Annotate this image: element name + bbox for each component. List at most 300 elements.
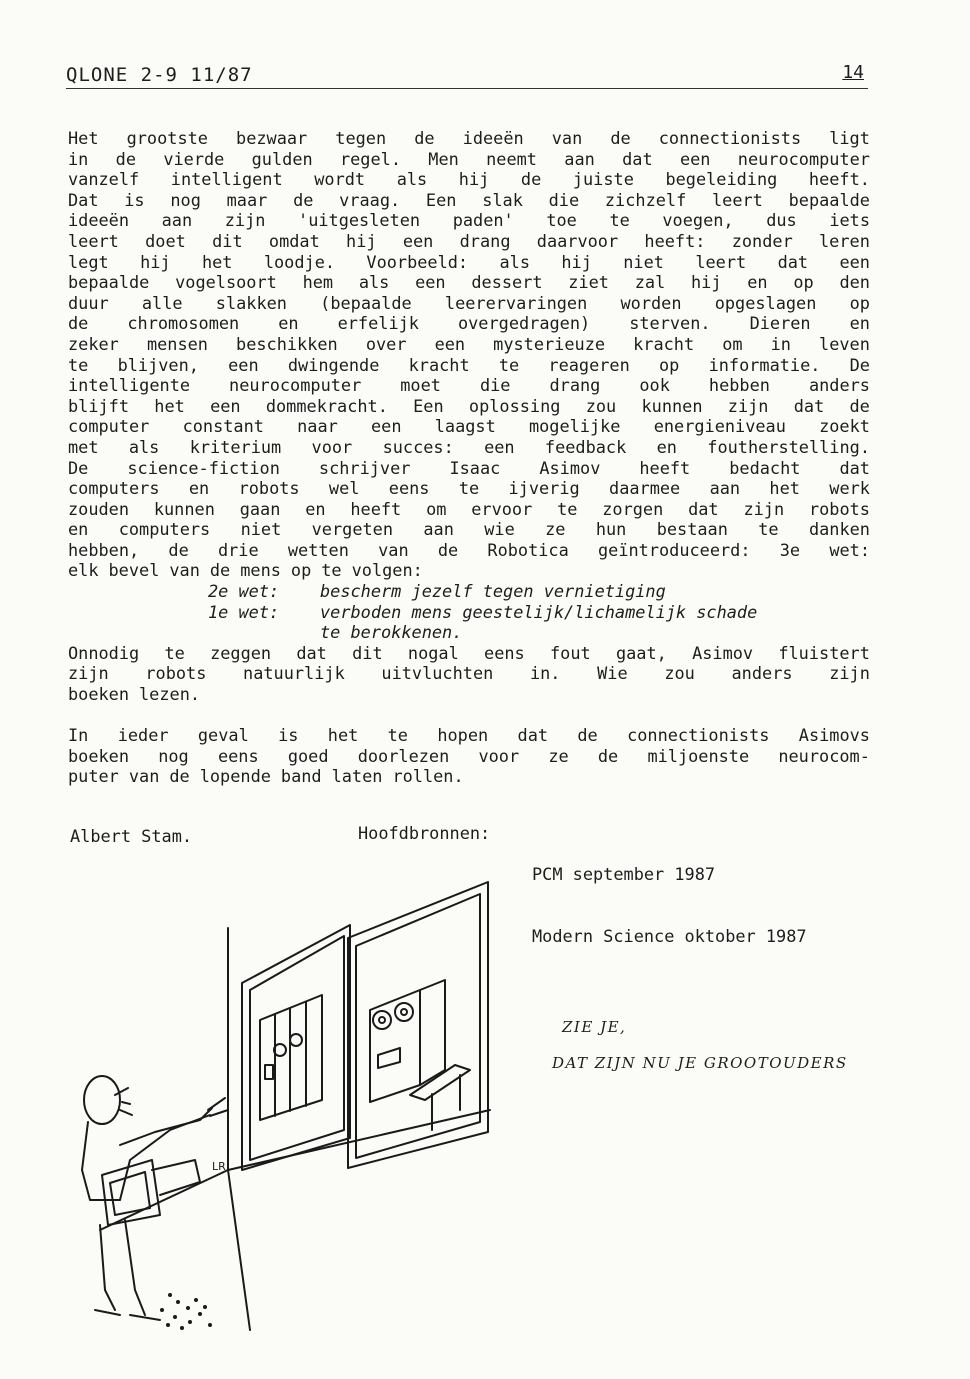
word: Voorbeeld:	[366, 251, 469, 272]
text-line	[68, 252, 870, 273]
cartoon-illustration	[60, 870, 500, 1340]
word: hij	[691, 272, 722, 293]
word: bepaalde	[68, 272, 150, 293]
word: dat	[839, 457, 870, 478]
word: zou	[585, 395, 617, 416]
law-label: 2e wet:	[208, 581, 280, 602]
word: het	[154, 395, 185, 416]
word: nog	[170, 189, 201, 210]
word: heeft	[639, 457, 691, 478]
word: zal	[634, 272, 666, 293]
word: eens	[388, 478, 430, 499]
text-line	[68, 355, 870, 376]
word: paden'	[452, 210, 514, 231]
word: den	[839, 272, 870, 293]
word: hun	[595, 519, 627, 540]
source-item: PCM september 1987	[532, 864, 716, 885]
text-line	[68, 478, 870, 499]
word: dat	[517, 725, 549, 746]
word: dat	[688, 498, 719, 519]
word: dommekracht.	[265, 395, 388, 416]
word: toe	[546, 210, 577, 231]
word: hopen	[437, 725, 489, 746]
word: regel.	[339, 148, 401, 169]
text-line	[68, 190, 870, 211]
text-line	[68, 499, 870, 520]
word: drang	[459, 230, 511, 251]
word: op	[290, 560, 312, 581]
word: over	[365, 333, 407, 354]
word: drie	[217, 539, 259, 560]
word: duur	[68, 292, 109, 313]
word: bestaan	[656, 519, 728, 540]
word: In	[68, 725, 89, 746]
word: te	[609, 210, 630, 231]
word: chromosomen	[127, 313, 240, 334]
word: robots	[238, 478, 300, 499]
word: vanzelf	[68, 169, 140, 190]
word: boeken	[68, 745, 130, 766]
word: te	[498, 354, 520, 375]
word: zichzelf	[604, 189, 687, 210]
word: blijft	[68, 395, 130, 416]
word: te	[321, 560, 342, 581]
word: robots	[145, 663, 207, 684]
word: blijven,	[117, 354, 199, 375]
word: kunnen	[153, 498, 215, 519]
word: Men	[428, 148, 459, 169]
text-line	[68, 169, 870, 190]
word: legt	[68, 251, 109, 272]
text-line	[68, 375, 870, 396]
word: anders	[808, 375, 870, 396]
word: Dat	[68, 189, 99, 210]
word: van	[378, 539, 409, 560]
word: en	[747, 272, 768, 293]
word: de	[437, 539, 459, 560]
word: iets	[829, 210, 870, 231]
word: te	[68, 354, 89, 375]
word: ziet	[568, 272, 609, 293]
word: bedacht	[729, 457, 801, 478]
word: Een	[425, 189, 457, 210]
word: zouden	[68, 498, 130, 519]
word: ze	[545, 519, 566, 540]
word: van	[169, 560, 200, 581]
word: als	[396, 169, 428, 190]
word: als	[128, 436, 160, 457]
word: oplossing	[468, 395, 561, 416]
article-body	[68, 128, 870, 787]
word: en	[849, 313, 870, 334]
word: vierde	[163, 148, 225, 169]
word: slak	[482, 189, 523, 210]
word: goed	[287, 745, 329, 766]
word: elk	[68, 560, 99, 581]
word: wet:	[829, 539, 870, 560]
word: lezen.	[139, 684, 201, 705]
word: neemt	[486, 148, 537, 169]
word: schrijver	[318, 457, 411, 478]
word: connectionists	[627, 725, 770, 746]
word: science-fiction	[127, 457, 280, 478]
word: om	[722, 333, 743, 354]
word: natuurlijk	[243, 663, 345, 684]
word: Onnodig	[68, 642, 140, 663]
sources-list	[532, 823, 807, 988]
word: ligt	[829, 128, 870, 148]
text-line	[68, 149, 870, 170]
word: daarmee	[609, 478, 681, 499]
word: wie	[484, 519, 515, 540]
word: gaat,	[615, 642, 667, 663]
word: een	[679, 148, 711, 169]
word: anders	[731, 663, 793, 684]
word: beschikken	[236, 333, 338, 354]
word: die	[479, 375, 511, 396]
text-line	[68, 663, 870, 684]
word: een	[484, 436, 515, 457]
word: computer	[68, 416, 150, 437]
word: bevel	[108, 560, 160, 581]
word: een	[434, 333, 466, 354]
word: slakken	[215, 292, 287, 313]
law-line	[68, 581, 870, 602]
text-line	[68, 416, 870, 437]
word: geval	[197, 725, 249, 746]
source-item: Modern Science oktober 1987	[532, 925, 807, 946]
word: miljoenste	[647, 745, 750, 766]
word: boeken	[68, 684, 130, 705]
word: robots	[808, 498, 870, 519]
word: Wie	[597, 663, 628, 684]
word: en	[188, 478, 210, 499]
word: als	[358, 272, 390, 293]
word: zijn	[224, 210, 266, 231]
word: de	[597, 745, 619, 766]
word: computers	[68, 478, 160, 499]
author-signature: Albert Stam.	[70, 826, 193, 846]
word: neurocom-	[778, 745, 870, 766]
word: een	[210, 395, 241, 416]
word: leren	[819, 230, 870, 251]
word: met	[68, 436, 99, 457]
word: dat	[622, 148, 653, 169]
word: leert	[68, 230, 119, 251]
word: kriterium	[189, 436, 282, 457]
word: opgeslagen	[714, 292, 817, 313]
cartoon-caption-line-2: DAT ZIJN NU JE GROOTOUDERS	[552, 1054, 848, 1072]
text-line	[68, 746, 870, 767]
text-line	[68, 210, 870, 231]
word: de	[577, 725, 598, 746]
word: het	[201, 251, 233, 272]
word: energieniveau	[653, 416, 786, 437]
page-header	[66, 62, 868, 89]
word: dat	[793, 395, 825, 416]
word: nog	[158, 745, 189, 766]
word: is	[278, 725, 299, 746]
word: ze	[548, 745, 569, 766]
word: een	[402, 230, 434, 251]
word: succes:	[382, 436, 454, 457]
law-text: verboden mens geestelijk/lichamelijk schade	[320, 601, 758, 622]
word: laten	[331, 766, 383, 787]
word: ook	[639, 375, 670, 396]
word: op	[659, 354, 680, 375]
word: De	[68, 457, 89, 478]
text-line	[68, 396, 870, 417]
word: de	[520, 169, 542, 190]
word: mysterieuze	[493, 333, 606, 354]
text-line	[68, 334, 870, 355]
word: de	[169, 766, 190, 787]
word: alle	[141, 292, 183, 313]
word: en	[68, 519, 89, 540]
word: de	[610, 128, 631, 148]
word: vogelsoort	[175, 272, 277, 293]
text-line	[68, 128, 870, 149]
word: volgen:	[351, 560, 423, 581]
word: voor	[478, 745, 520, 766]
word: ideeën	[68, 210, 130, 231]
word: mens	[240, 560, 281, 581]
word: voor	[311, 436, 353, 457]
word: op	[849, 292, 870, 313]
word: leerervaringen	[444, 292, 588, 313]
word: en	[278, 313, 299, 334]
paragraph-3	[68, 725, 870, 787]
word: Het	[68, 128, 99, 148]
word: Asimov	[539, 457, 601, 478]
word: De	[849, 354, 870, 375]
word: te	[164, 642, 185, 663]
word: doorlezen	[357, 745, 450, 766]
word: naar	[297, 416, 338, 437]
page-number: 14	[842, 62, 864, 83]
word: werk	[829, 478, 870, 499]
word: mogelijke	[528, 416, 621, 437]
word: zou	[664, 663, 695, 684]
word: hebben	[708, 375, 770, 396]
word: dit	[352, 642, 383, 663]
word: niet	[240, 519, 282, 540]
word: hem	[302, 272, 334, 293]
word: is	[124, 189, 145, 210]
text-line	[68, 437, 870, 458]
word: de	[414, 128, 435, 148]
word: een	[839, 251, 870, 272]
word: nogal	[407, 642, 459, 663]
word: grootste	[126, 128, 208, 148]
text-line	[68, 684, 870, 705]
word: drang	[549, 375, 601, 396]
word: computers	[118, 519, 211, 540]
word: en	[656, 436, 677, 457]
word: zijn	[68, 663, 109, 684]
text-line	[68, 231, 870, 252]
word: (bepaalde	[320, 292, 412, 313]
word: zeker	[68, 333, 119, 354]
word: ieder	[117, 725, 169, 746]
word: rollen.	[392, 766, 464, 787]
word: te	[557, 498, 578, 519]
word: neurocomputer	[229, 375, 362, 396]
word: dat	[777, 251, 809, 272]
word: die	[548, 189, 580, 210]
word: danken	[808, 519, 870, 540]
word: bepaalde	[788, 189, 870, 210]
word: voegen,	[662, 210, 734, 231]
word: band	[280, 766, 322, 787]
word: intelligente	[68, 375, 191, 396]
word: eens	[217, 745, 259, 766]
word: zijn	[743, 498, 785, 519]
word: connectionists	[658, 128, 802, 148]
word: loodje.	[263, 251, 336, 272]
word: hij	[458, 169, 490, 190]
word: in.	[529, 663, 561, 684]
paragraph-2	[68, 643, 870, 705]
word: ideeën	[462, 128, 524, 148]
word: te	[458, 478, 480, 499]
word: eens	[484, 642, 525, 663]
word: omdat	[268, 230, 320, 251]
word: heeft:	[644, 230, 706, 251]
word: vergeten	[311, 519, 393, 540]
word: moet	[400, 375, 441, 396]
word: de	[115, 148, 136, 169]
word: vraag.	[339, 189, 401, 210]
word: puter	[68, 766, 119, 787]
word: dus	[766, 210, 797, 231]
paragraph-1	[68, 128, 870, 581]
law-label: 1e wet:	[208, 601, 280, 622]
word: fluistert	[778, 642, 870, 663]
sources-label: Hoofdbronnen:	[358, 823, 491, 843]
text-line	[68, 313, 870, 334]
word: aan	[161, 210, 193, 231]
word: aan	[709, 478, 741, 499]
word: Dieren	[749, 313, 811, 334]
word: niet	[623, 251, 664, 272]
word: daarvoor	[536, 230, 619, 251]
word: geïntroduceerd:	[597, 539, 751, 560]
text-line	[68, 272, 870, 293]
word: de	[168, 539, 189, 560]
word: kracht	[408, 354, 470, 375]
word: leert	[712, 189, 763, 210]
word: lopende	[199, 766, 271, 787]
word: als	[499, 251, 530, 272]
word: Asimov	[692, 642, 754, 663]
word: een	[415, 272, 446, 293]
word: leven	[819, 333, 870, 354]
word: heeft	[350, 498, 402, 519]
word: maar	[226, 189, 268, 210]
word: wel	[328, 478, 360, 499]
law-line	[68, 602, 870, 623]
word: aan	[564, 148, 595, 169]
text-line	[68, 458, 870, 479]
word: Een	[413, 395, 444, 416]
word: laagst	[434, 416, 496, 437]
word: een	[371, 416, 402, 437]
word: om	[426, 498, 447, 519]
text-line	[68, 519, 870, 540]
word: intelligent	[170, 169, 283, 190]
word: het	[769, 478, 800, 499]
text-line	[68, 766, 870, 787]
word: zijn	[727, 395, 769, 416]
word: de	[209, 560, 231, 581]
word: wetten	[287, 539, 349, 560]
word: erfelijk	[337, 313, 419, 334]
word: gulden	[251, 148, 313, 169]
word: het	[327, 725, 359, 746]
word: dit	[212, 230, 243, 251]
word: de	[849, 395, 870, 416]
text-line	[68, 643, 870, 664]
word: dwingende	[287, 354, 380, 375]
word: gaan	[239, 498, 281, 519]
word: mensen	[146, 333, 208, 354]
word: zoekt	[819, 416, 870, 437]
word: kunnen	[641, 395, 703, 416]
word: zorgen	[602, 498, 664, 519]
word: Asimovs	[798, 725, 870, 746]
word: foutherstelling.	[707, 436, 870, 457]
word: van	[128, 766, 160, 787]
word: doet	[145, 230, 186, 251]
word: worden	[620, 292, 682, 313]
word: hebben,	[68, 539, 140, 560]
word: de	[68, 313, 89, 334]
word: wordt	[314, 169, 366, 190]
word: Robotica	[487, 539, 569, 560]
robotics-laws	[68, 581, 870, 622]
word: Isaac	[449, 457, 501, 478]
word: constant	[182, 416, 264, 437]
text-line	[68, 725, 870, 746]
word: en	[305, 498, 326, 519]
word: overgedragen)	[457, 313, 591, 334]
text-line	[68, 293, 870, 314]
text-line	[68, 540, 870, 561]
word: dessert	[471, 272, 543, 293]
text-line	[68, 560, 870, 581]
word: kracht	[633, 333, 695, 354]
word: ervoor	[471, 498, 533, 519]
word: reageren	[548, 354, 630, 375]
word: leert	[695, 251, 747, 272]
word: 3e	[779, 539, 801, 560]
word: hij	[140, 251, 171, 272]
word: uitvluchten	[381, 663, 494, 684]
word: sterven.	[629, 313, 711, 334]
word: aan	[423, 519, 454, 540]
word: in	[68, 148, 89, 169]
word: te	[758, 519, 779, 540]
word: ijverig	[508, 478, 580, 499]
word: zijn	[829, 663, 870, 684]
cartoon-caption-line-1: ZIE JE,	[562, 1018, 627, 1036]
word: van	[551, 128, 583, 148]
word: de	[293, 189, 314, 210]
word: te	[387, 725, 408, 746]
newsletter-title: QLONE 2-9 11/87	[66, 64, 253, 86]
law-continuation: te berokkenen.	[320, 622, 463, 643]
